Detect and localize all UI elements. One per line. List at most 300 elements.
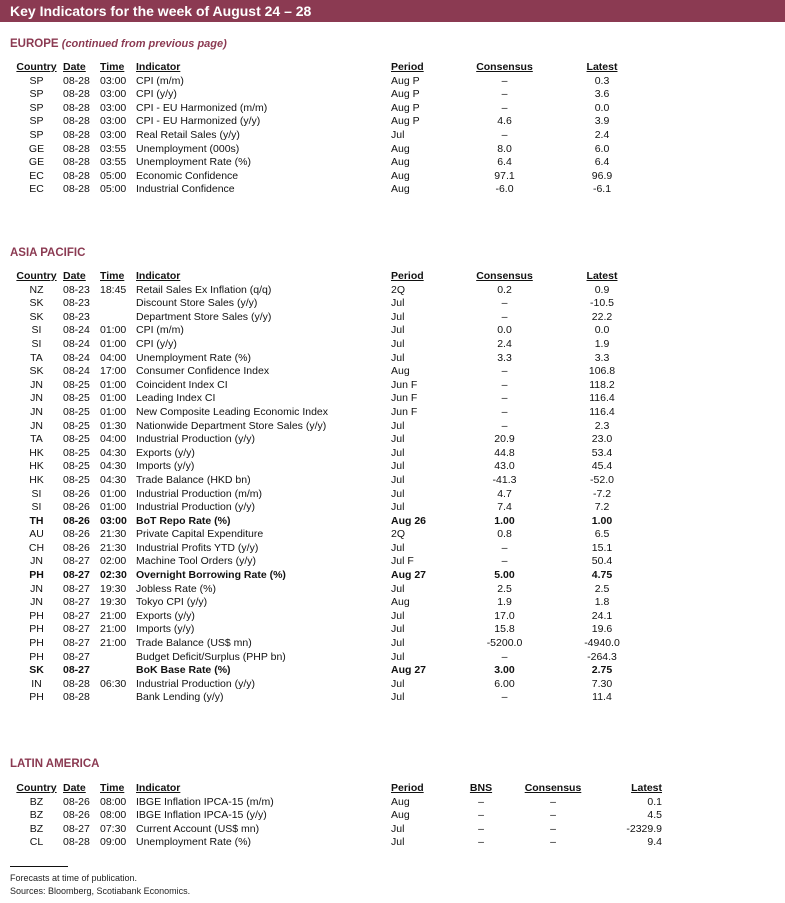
cell-indicator: Industrial Production (y/y) [136,677,256,690]
cell-latest: 50.4 [591,555,613,568]
cell-indicator: Coincident Index CI [136,378,228,391]
cell-indicator: CPI (y/y) [136,337,177,350]
cell-country: SK [29,365,44,378]
cell-date: 08-27 [63,637,90,650]
col-latest: Latest [586,270,618,282]
cell-latest: 0.1 [647,795,662,808]
latam-section-title [10,758,99,770]
cell-indicator: Jobless Rate (%) [136,582,216,595]
cell-date: 08-27 [63,664,90,677]
cell-time: 21:30 [100,528,127,541]
cell-latest: 1.00 [591,514,613,527]
cell-time: 01:00 [100,337,127,350]
cell-date: 08-26 [63,541,90,554]
table-header-row [10,61,652,75]
cell-time: 03:00 [100,74,127,87]
cell-time [100,664,136,678]
cell-indicator: Private Capital Expenditure [136,528,264,541]
cell-country: BZ [29,809,44,822]
page-title: Key Indicators for the week of August 24 – 28 [10,3,312,19]
cell-consensus: – [501,405,508,418]
page-banner [0,0,785,22]
table-row [10,284,652,298]
cell-period: Aug 27 [391,664,427,677]
cell-period: Jul [391,337,405,350]
cell-latest: 2.75 [591,664,613,677]
footnote-divider [10,866,68,867]
cell-bns: – [478,795,484,808]
col-latest: Latest [586,61,618,73]
table-row [10,143,652,157]
cell-date: 08-25 [63,378,90,391]
cell-period: Jul [391,501,405,514]
cell-period: Jul [391,609,405,622]
cell-time: 21:00 [100,609,127,622]
cell-date: 08-28 [63,115,90,128]
cell-date: 08-26 [63,501,90,514]
cell-consensus: – [550,822,556,835]
cell-consensus: -6.0 [495,183,514,196]
cell-consensus: 6.4 [497,156,512,169]
cell-period: Jul [391,677,405,690]
cell-period: Aug 26 [391,514,427,527]
table-row [10,365,652,379]
cell-indicator: Nationwide Department Store Sales (y/y) [136,419,327,432]
cell-period: Jul [391,310,405,323]
table-row [10,501,652,515]
table-row [10,678,652,692]
cell-time: 04:00 [100,433,127,446]
cell-period: Jul [391,650,405,663]
cell-time: 01:00 [100,487,127,500]
cell-consensus: – [501,74,508,87]
table-row [10,447,652,461]
cell-time: 01:00 [100,324,127,337]
cell-country: TA [30,433,43,446]
cell-period: Aug P [391,115,420,128]
cell-period: Jul [391,541,405,554]
table-row [10,542,652,556]
cell-time [100,311,136,325]
cell-latest: 6.0 [594,142,610,155]
cell-date: 08-27 [63,555,90,568]
cell-country: EC [29,183,44,196]
cell-indicator: Industrial Confidence [136,183,235,196]
cell-period: Jul [391,351,405,364]
cell-period: 2Q [391,283,406,296]
cell-time: 03:55 [100,142,127,155]
cell-latest: 7.2 [594,501,610,514]
cell-date: 08-25 [63,419,90,432]
cell-indicator: Exports (y/y) [136,446,195,459]
cell-bns: – [478,809,484,822]
cell-date: 08-26 [63,809,90,822]
cell-indicator: Discount Store Sales (y/y) [136,297,258,310]
cell-period: Jul [391,487,405,500]
cell-date: 08-28 [63,156,90,169]
cell-country: AU [29,528,44,541]
latam-table [10,782,674,850]
cell-time: 05:00 [100,183,127,196]
cell-consensus: 4.6 [497,115,512,128]
cell-bns: – [478,836,484,849]
col-latest: Latest [631,782,662,794]
table-row [10,596,652,610]
cell-time: 03:00 [100,88,127,101]
cell-country: JN [30,555,43,568]
cell-country: EC [29,169,44,182]
cell-time: 21:00 [100,637,127,650]
cell-indicator: Trade Balance (US$ mn) [136,637,252,650]
cell-date: 08-24 [63,324,90,337]
cell-time: 19:30 [100,582,127,595]
cell-consensus: – [501,650,508,663]
table-row [10,433,652,447]
cell-consensus: – [501,101,508,114]
table-row [10,583,652,597]
cell-country: HK [29,446,44,459]
cell-latest: 1.9 [594,337,610,350]
cell-indicator: Unemployment (000s) [136,142,240,155]
cell-latest: 116.4 [589,405,615,418]
cell-date: 08-25 [63,433,90,446]
col-period: Period [391,782,424,794]
cell-date: 08-24 [63,365,90,378]
cell-latest: 1.8 [594,596,610,609]
cell-consensus: – [501,378,508,391]
cell-time: 17:00 [100,365,127,378]
table-row [10,823,674,837]
cell-latest: 0.0 [594,324,610,337]
cell-date: 08-27 [63,596,90,609]
cell-time: 01:00 [100,501,127,514]
table-row [10,75,652,89]
table-row [10,651,652,665]
cell-country: PH [29,609,44,622]
cell-time: 08:00 [100,795,127,808]
cell-indicator: Industrial Production (y/y) [136,433,256,446]
asia-section-title [10,247,85,259]
cell-latest: 15.1 [591,541,613,554]
cell-country: BZ [29,822,44,835]
cell-period: Jul [391,460,405,473]
footnote-sources: Sources: Bloomberg, Scotiabank Economics. [10,886,191,896]
cell-indicator: Machine Tool Orders (y/y) [136,555,257,568]
cell-time: 01:00 [100,405,127,418]
cell-indicator: CPI (y/y) [136,88,177,101]
cell-date: 08-25 [63,446,90,459]
cell-indicator: Unemployment Rate (%) [136,351,251,364]
cell-period: Aug P [391,88,420,101]
table-row [10,406,652,420]
cell-period: Aug [391,156,410,169]
cell-indicator: IBGE Inflation IPCA-15 (m/m) [136,795,274,808]
cell-consensus: – [501,128,508,141]
col-country: Country [16,782,57,794]
col-consensus: Consensus [476,61,533,73]
cell-indicator: Tokyo CPI (y/y) [136,596,208,609]
asia-title: ASIA PACIFIC [10,247,86,259]
cell-period: Jul [391,128,405,141]
cell-indicator: Industrial Production (y/y) [136,501,256,514]
table-row [10,311,652,325]
cell-date: 08-28 [63,169,90,182]
cell-time: 08:00 [100,809,127,822]
cell-consensus: 8.0 [497,142,512,155]
cell-indicator: Department Store Sales (y/y) [136,310,272,323]
cell-latest: 3.3 [594,351,610,364]
cell-latest: 3.6 [594,88,610,101]
table-header-row [10,782,674,796]
table-row [10,474,652,488]
cell-date: 08-24 [63,337,90,350]
cell-date: 08-28 [63,183,90,196]
cell-indicator: Industrial Profits YTD (y/y) [136,541,259,554]
cell-period: 2Q [391,528,406,541]
table-row [10,352,652,366]
cell-latest: 19.6 [591,623,613,636]
col-indicator: Indicator [136,782,181,794]
table-row [10,170,652,184]
cell-latest: 96.9 [591,169,613,182]
cell-consensus: – [501,392,508,405]
cell-latest: 24.1 [591,609,613,622]
cell-consensus: 0.2 [497,283,512,296]
cell-period: Jul [391,473,405,486]
cell-latest: -10.5 [590,297,614,310]
cell-indicator: Retail Sales Ex Inflation (q/q) [136,283,272,296]
table-row [10,88,652,102]
cell-country: TA [30,351,43,364]
cell-latest: 11.4 [592,691,612,704]
cell-date: 08-25 [63,473,90,486]
cell-latest: 23.0 [591,433,613,446]
cell-country: JN [30,405,43,418]
cell-latest: 2.3 [594,419,610,432]
cell-consensus: 43.0 [494,460,515,473]
cell-period: Jul [391,637,405,650]
cell-latest: 45.4 [591,460,613,473]
cell-date: 08-27 [63,582,90,595]
cell-indicator: Overnight Borrowing Rate (%) [136,569,286,582]
col-time: Time [100,61,125,73]
cell-consensus: – [501,691,508,704]
cell-consensus: 20.9 [494,433,515,446]
cell-time [100,691,136,705]
col-period: Period [391,61,424,73]
cell-period: Jun F [391,405,418,418]
cell-time: 01:00 [100,378,127,391]
cell-latest: -6.1 [592,183,612,196]
cell-indicator: Imports (y/y) [136,623,195,636]
cell-date: 08-28 [63,74,90,87]
cell-period: Aug [391,169,410,182]
latam-title: LATIN AMERICA [10,758,100,770]
table-row [10,836,674,850]
cell-country: JN [30,392,43,405]
table-row [10,555,652,569]
cell-indicator: Bank Lending (y/y) [136,691,224,704]
cell-consensus: 97.1 [494,169,515,182]
cell-date: 08-23 [63,310,90,323]
cell-date: 08-27 [63,822,90,835]
cell-consensus: 15.8 [494,623,515,636]
cell-consensus: – [501,88,508,101]
cell-period: Jun F [391,378,418,391]
cell-indicator: Budget Deficit/Surplus (PHP bn) [136,650,286,663]
cell-consensus: 17.0 [494,609,515,622]
cell-indicator: New Composite Leading Economic Index [136,405,329,418]
cell-period: Jul [391,623,405,636]
cell-time: 02:30 [100,569,127,582]
table-row [10,183,652,197]
cell-latest: 7.30 [591,677,613,690]
col-time: Time [100,270,125,282]
cell-consensus: 2.4 [497,337,512,350]
cell-date: 08-25 [63,460,90,473]
cell-consensus: 5.00 [494,569,515,582]
cell-time: 03:00 [100,128,127,141]
cell-country: JN [30,378,43,391]
cell-period: Aug [391,596,410,609]
cell-indicator: IBGE Inflation IPCA-15 (y/y) [136,809,267,822]
cell-date: 08-27 [63,623,90,636]
cell-country: NZ [29,283,44,296]
cell-period: Jul [391,822,405,835]
cell-indicator: CPI (m/m) [136,324,184,337]
col-time: Time [100,782,125,794]
cell-country: SI [31,501,42,514]
cell-time: 07:30 [100,822,127,835]
cell-country: BZ [29,795,44,808]
cell-date: 08-26 [63,487,90,500]
cell-country: IN [31,677,42,690]
cell-consensus: – [550,809,556,822]
table-row [10,569,652,583]
cell-consensus: 3.3 [497,351,512,364]
cell-country: PH [29,623,44,636]
cell-time: 09:00 [100,836,127,849]
cell-date: 08-28 [63,101,90,114]
cell-latest: 6.4 [594,156,610,169]
cell-time [100,651,136,665]
cell-date: 08-28 [63,88,90,101]
cell-time: 04:00 [100,351,127,364]
table-row [10,488,652,502]
col-indicator: Indicator [136,270,181,282]
cell-latest: 6.5 [594,528,610,541]
col-date: Date [63,270,86,282]
table-row [10,515,652,529]
cell-country: SP [29,88,44,101]
table-row [10,796,674,810]
cell-country: PH [29,637,44,650]
cell-country: SI [31,324,42,337]
cell-period: Aug [391,183,410,196]
cell-consensus: 4.7 [497,487,512,500]
cell-consensus: – [501,541,508,554]
cell-indicator: Trade Balance (HKD bn) [136,473,251,486]
cell-country: HK [29,460,44,473]
cell-indicator: Economic Confidence [136,169,239,182]
cell-time: 05:00 [100,169,127,182]
europe-section-title [10,38,227,50]
cell-indicator: Imports (y/y) [136,460,195,473]
table-header-row [10,270,652,284]
cell-latest: 3.9 [594,115,610,128]
cell-time: 01:00 [100,392,127,405]
cell-country: PH [29,569,44,582]
cell-country: CH [28,541,45,554]
footnote-forecasts: Forecasts at time of publication. [10,873,138,883]
cell-time: 01:30 [100,419,127,432]
cell-consensus: – [501,297,508,310]
cell-consensus: 1.00 [494,514,515,527]
cell-indicator: Real Retail Sales (y/y) [136,128,240,141]
table-row [10,115,652,129]
cell-consensus: – [550,795,556,808]
cell-indicator: Current Account (US$ mn) [136,822,260,835]
cell-time: 04:30 [100,460,127,473]
table-row [10,610,652,624]
cell-country: SP [29,115,44,128]
cell-date: 08-28 [63,677,90,690]
cell-latest: -7.2 [592,487,612,500]
cell-period: Aug 27 [391,569,427,582]
table-row [10,460,652,474]
cell-latest: -52.0 [590,473,614,486]
cell-indicator: CPI - EU Harmonized (m/m) [136,101,268,114]
cell-time: 04:30 [100,446,127,459]
cell-indicator: BoK Base Rate (%) [136,664,231,677]
cell-country: GE [28,142,45,155]
table-row [10,102,652,116]
col-date: Date [63,61,86,73]
cell-country: CL [29,836,44,849]
cell-period: Jul [391,297,405,310]
cell-indicator: CPI (m/m) [136,74,184,87]
cell-period: Aug [391,795,410,808]
cell-latest: 4.5 [647,809,662,822]
cell-country: JN [30,596,43,609]
cell-date: 08-28 [63,128,90,141]
cell-indicator: Industrial Production (m/m) [136,487,263,500]
cell-country: PH [29,691,44,704]
cell-consensus: 7.4 [497,501,512,514]
cell-consensus: -5200.0 [486,637,523,650]
cell-time: 06:30 [100,677,127,690]
cell-consensus: 1.9 [497,596,512,609]
cell-latest: 0.9 [594,283,610,296]
europe-title: EUROPE [10,38,59,50]
cell-latest: 0.3 [594,74,610,87]
col-date: Date [63,782,86,794]
table-row [10,420,652,434]
cell-country: SK [29,310,44,323]
col-country: Country [16,61,57,73]
cell-period: Jul [391,836,405,849]
cell-time: 21:00 [100,623,127,636]
table-row [10,129,652,143]
cell-country: SI [31,337,42,350]
cell-time: 04:30 [100,473,127,486]
table-row [10,664,652,678]
table-row [10,324,652,338]
col-consensus: Consensus [524,782,582,794]
cell-latest: -4940.0 [584,637,620,650]
cell-date: 08-28 [63,142,90,155]
cell-consensus: – [501,419,508,432]
